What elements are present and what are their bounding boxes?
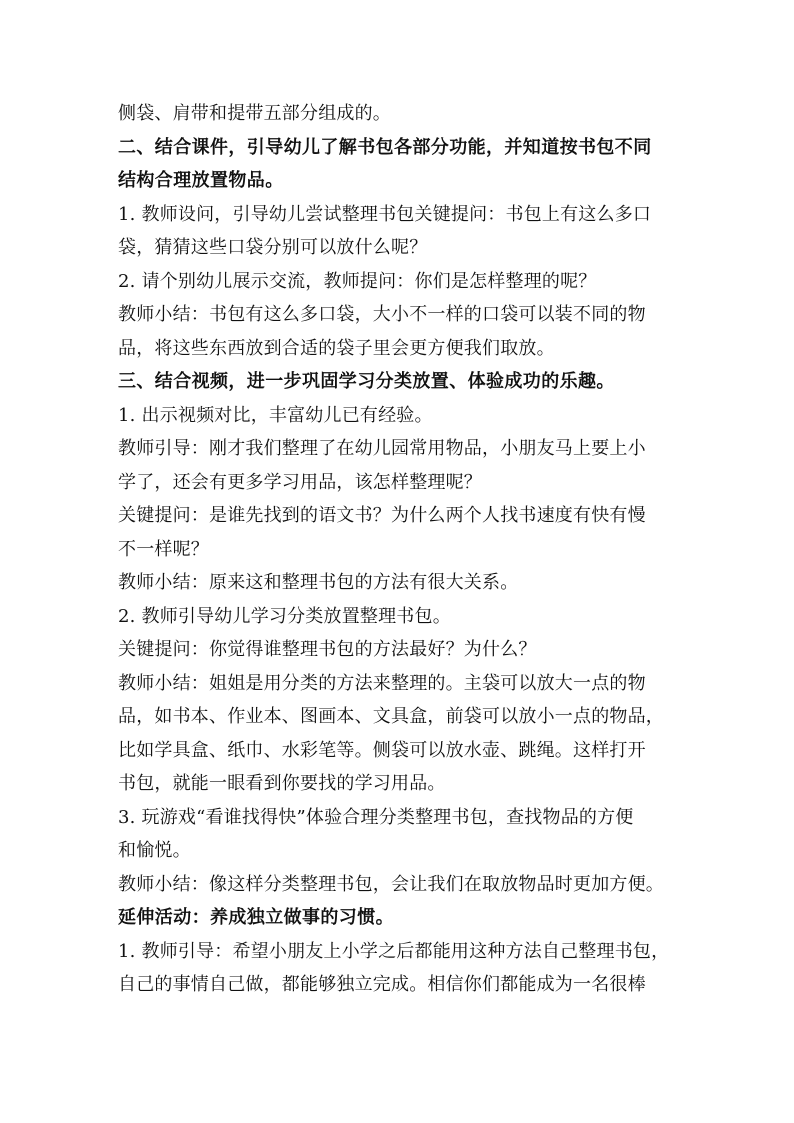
- paragraph-line: 学了，还会有更多学习用品，该怎样整理呢？: [118, 471, 482, 493]
- paragraph-line: 比如学具盒、纸巾、水彩笔等。侧袋可以放水壶、跳绳。这样打开: [118, 739, 646, 761]
- paragraph-line: 侧袋、肩带和提带五部分组成的。: [118, 103, 391, 124]
- paragraph-line: 1. 出示视频对比，丰富幼儿已有经验。: [118, 404, 433, 426]
- paragraph-line: 和愉悦。: [118, 840, 191, 861]
- paragraph-line: 教师小结：原来这和整理书包的方法有很大关系。: [118, 572, 519, 593]
- paragraph-line: 不一样呢？: [118, 538, 209, 560]
- paragraph-line: 教师小结：书包有这么多口袋，大小不一样的口袋可以装不同的物: [118, 304, 646, 325]
- paragraph-line: 袋，猜猜这些口袋分别可以放什么呢？: [118, 237, 428, 258]
- paragraph-line: 2. 教师引导幼儿学习分类放置整理书包。: [118, 605, 451, 627]
- paragraph-line: 关键提问：你觉得谁整理书包的方法最好？为什么？: [118, 639, 537, 660]
- paragraph-line: 3. 玩游戏“看谁找得快”体验合理分类整理书包，查找物品的方便: [118, 806, 634, 828]
- paragraph-line: 1. 教师设问，引导幼儿尝试整理书包关键提问：书包上有这么多口: [118, 203, 652, 225]
- section-heading-line: 延伸活动：养成独立做事的习惯。: [118, 907, 394, 928]
- section-heading-line: 结构合理放置物品。: [118, 170, 284, 191]
- document-body: [118, 97, 678, 1002]
- section-heading-line: 三、结合视频，进一步巩固学习分类放置、体验成功的乐趣。: [118, 371, 615, 392]
- paragraph-line: 自己的事情自己做，都能够独立完成。相信你们都能成为一名很棒: [118, 974, 646, 995]
- section-heading-line: 二、结合课件，引导幼儿了解书包各部分功能，并知道按书包不同: [118, 136, 652, 158]
- paragraph-line: 关键提问：是谁先找到的语文书？为什么两个人找书速度有快有慢: [118, 505, 646, 526]
- paragraph-line: 2. 请个别幼儿展示交流，教师提问：你们是怎样整理的呢？: [118, 270, 597, 292]
- paragraph-line: 品，将这些东西放到合适的袋子里会更方便我们取放。: [118, 337, 555, 359]
- paragraph-line: 教师小结：姐姐是用分类的方法来整理的。主袋可以放大一点的物: [118, 672, 646, 694]
- paragraph-line: 书包，就能一眼看到你要找的学习用品。: [118, 773, 446, 794]
- paragraph-line: 教师引导：刚才我们整理了在幼儿园常用物品，小朋友马上要上小: [118, 438, 646, 459]
- paragraph-line: 教师小结：像这样分类整理书包，会让我们在取放物品时更加方便。: [118, 873, 664, 895]
- paragraph-line: 1. 教师引导：希望小朋友上小学之后都能用这种方法自己整理书包，: [118, 940, 670, 962]
- paragraph-line: 品，如书本、作业本、图画本、文具盒，前袋可以放小一点的物品，: [118, 706, 664, 727]
